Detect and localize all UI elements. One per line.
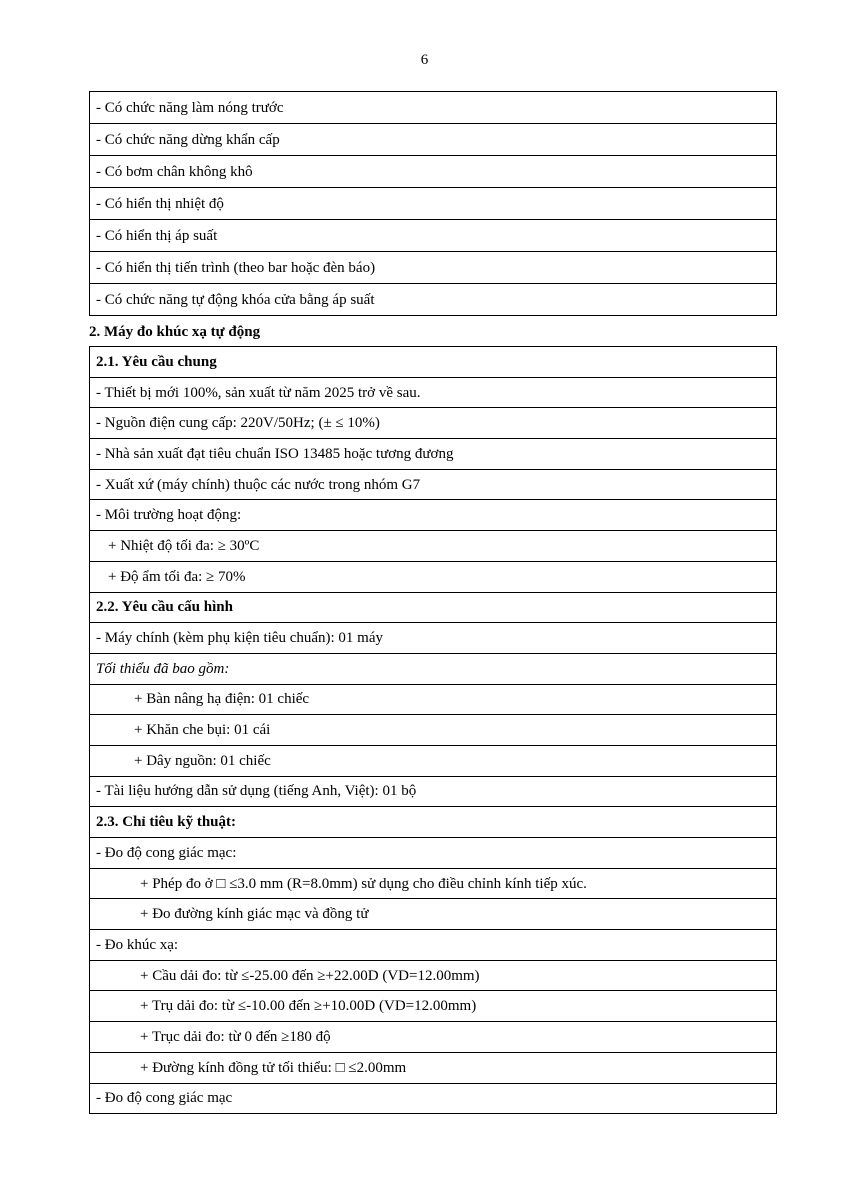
subsection-heading: 2.1. Yêu cầu chung	[90, 347, 777, 378]
sub-item: + Độ ẩm tối đa: ≥ 70%	[90, 561, 777, 592]
features-table	[89, 91, 777, 316]
table-row	[90, 469, 777, 500]
table-row	[90, 284, 777, 316]
sub-item: + Khăn che bụi: 01 cái	[90, 715, 777, 746]
table-row	[90, 592, 777, 623]
table-row	[90, 561, 777, 592]
table-cell: - Đo độ cong giác mạc:	[90, 838, 777, 869]
table-row	[90, 1052, 777, 1083]
section-heading: 2. Máy đo khúc xạ tự động	[89, 324, 261, 340]
table-row	[90, 653, 777, 684]
sub-item: + Cầu dải đo: từ ≤-25.00 đến ≥+22.00D (VD=12.00mm)	[90, 960, 777, 991]
sub-item: + Trục dải đo: từ 0 đến ≥180 độ	[90, 1022, 777, 1053]
table-row	[90, 776, 777, 807]
table-row	[90, 92, 777, 124]
table-row	[90, 745, 777, 776]
table-row	[90, 252, 777, 284]
table-cell: - Nguồn điện cung cấp: 220V/50Hz; (± ≤ 10%)	[90, 408, 777, 439]
sub-item: + Dây nguồn: 01 chiếc	[90, 745, 777, 776]
table-cell: - Có hiển thị tiến trình (theo bar hoặc đèn báo)	[90, 252, 777, 284]
italic-note: Tối thiểu đã bao gồm:	[90, 653, 777, 684]
table-row	[90, 899, 777, 930]
sub-item: + Đo đường kính giác mạc và đồng tử	[90, 899, 777, 930]
table-row	[90, 439, 777, 470]
table-row	[90, 531, 777, 562]
subsection-heading: 2.3. Chỉ tiêu kỹ thuật:	[90, 807, 777, 838]
sub-item: + Nhiệt độ tối đa: ≥ 30ºC	[90, 531, 777, 562]
page-number: 6	[420, 52, 429, 68]
table-row	[90, 684, 777, 715]
table-cell: - Thiết bị mới 100%, sản xuất từ năm 2025 trở về sau.	[90, 377, 777, 408]
sub-item: + Bàn nâng hạ điện: 01 chiếc	[90, 684, 777, 715]
table-cell: - Có chức năng tự động khóa cửa bằng áp suất	[90, 284, 777, 316]
table-row	[90, 1022, 777, 1053]
table-row	[90, 623, 777, 654]
table-row	[90, 500, 777, 531]
table-row	[90, 347, 777, 378]
table-cell: - Đo độ cong giác mạc	[90, 1083, 777, 1114]
table-cell: - Có chức năng làm nóng trước	[90, 92, 777, 124]
table-row	[90, 220, 777, 252]
sub-item: + Phép đo ở □ ≤3.0 mm (R=8.0mm) sử dụng cho điều chỉnh kính tiếp xúc.	[90, 868, 777, 899]
table-cell: - Xuất xứ (máy chính) thuộc các nước trong nhóm G7	[90, 469, 777, 500]
table-row	[90, 838, 777, 869]
table-row	[90, 807, 777, 838]
table-row	[90, 408, 777, 439]
table-row	[90, 991, 777, 1022]
table-row	[90, 868, 777, 899]
table-row	[90, 156, 777, 188]
table-row	[90, 930, 777, 961]
table-row	[90, 377, 777, 408]
table-cell: - Có bơm chân không khô	[90, 156, 777, 188]
table-row	[90, 960, 777, 991]
table-cell: - Tài liệu hướng dẫn sử dụng (tiếng Anh, Việt): 01 bộ	[90, 776, 777, 807]
subsection-heading: 2.2. Yêu cầu cấu hình	[90, 592, 777, 623]
table-row	[90, 1083, 777, 1114]
table-cell: - Có hiển thị áp suất	[90, 220, 777, 252]
table-cell: - Máy chính (kèm phụ kiện tiêu chuẩn): 01 máy	[90, 623, 777, 654]
table-row	[90, 188, 777, 220]
table-cell: - Có hiển thị nhiệt độ	[90, 188, 777, 220]
table-cell: - Đo khúc xạ:	[90, 930, 777, 961]
specifications-table	[89, 346, 777, 1114]
table-row	[90, 715, 777, 746]
table-cell: - Nhà sản xuất đạt tiêu chuẩn ISO 13485 hoặc tương đương	[90, 439, 777, 470]
table-row	[90, 124, 777, 156]
sub-item: + Trụ dải đo: từ ≤-10.00 đến ≥+10.00D (VD=12.00mm)	[90, 991, 777, 1022]
table-cell: - Môi trường hoạt động:	[90, 500, 777, 531]
sub-item: + Đường kính đồng tử tối thiểu: □ ≤2.00mm	[90, 1052, 777, 1083]
table-cell: - Có chức năng dừng khẩn cấp	[90, 124, 777, 156]
